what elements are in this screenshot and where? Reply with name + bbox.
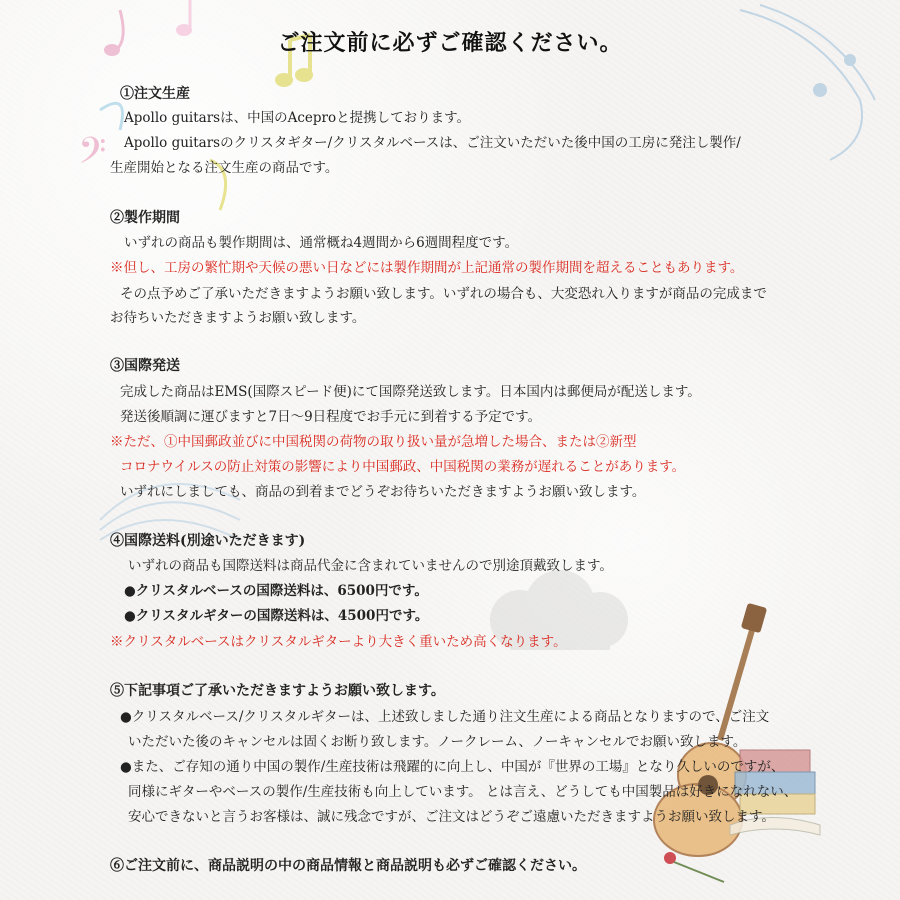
- section-heading-international-postage: ④国際送料(別途いただきます): [110, 533, 306, 549]
- section-1-line-2: Apollo guitarsのクリスタギター/クリスタルベースは、ご注文いただいた後中国の工房に発注し製作/: [124, 135, 741, 151]
- section-heading-made-to-order: ①注文生産: [120, 86, 190, 102]
- section-heading-production-period: ②製作期間: [110, 210, 180, 226]
- section-5-line-2: いただいた後のキャンセルは固くお断り致します。ノークレーム、ノーキャンセルでお願い致します。: [128, 734, 747, 750]
- section-3-line-5: いずれにしましても、商品の到着までどうぞお待ちいただきますようお願い致します。: [120, 484, 646, 500]
- section-2-line-1: いずれの商品も製作期間は、通常概ね4週間から6週間程度です。: [124, 235, 519, 251]
- section-2-warning: ※但し、工房の繁忙期や天候の悪い日などには製作期間が上記通常の製作期間を超えることもあります。: [110, 260, 744, 276]
- page-title: ご注文前に必ずご確認ください。: [277, 30, 623, 56]
- section-4-line-1: いずれの商品も国際送料は商品代金に含まれていませんので別途頂戴致します。: [128, 558, 613, 574]
- guitar-postage-fee: ●クリスタルギターの国際送料は、4500円です。: [124, 608, 429, 624]
- section-3-warning-2: コロナウイルスの防止対策の影響により中国郵政、中国税関の業務が遅れることがあります。: [120, 459, 686, 475]
- section-heading-international-shipping: ③国際発送: [110, 358, 180, 374]
- section-heading-confirm-details: ⑥ご注文前に、商品説明の中の商品情報と商品説明も必ずご確認ください。: [110, 858, 586, 874]
- section-5-line-1: ●クリスタルベース/クリスタルギターは、上述致しました通り注文生産による商品となりますので、ご注文: [120, 709, 770, 725]
- section-2-line-3: その点予めご了承いただきますようお願い致します。いずれの場合も、大変恐れ入りますが商品の完成まで: [120, 286, 767, 302]
- section-2-line-4: お待ちいただきますようお願い致します。: [110, 310, 366, 326]
- section-5-line-5: 安心できないと言うお客様は、誠に残念ですが、ご注文はどうぞご遠慮いただきますようお願い致します。: [128, 809, 775, 825]
- section-1-line-3: 生産開始となる注文生産の商品です。: [110, 160, 339, 176]
- section-3-line-1: 完成した商品はEMS(国際スピード便)にて国際発送致します。日本国内は郵便局が配送します。: [120, 384, 701, 400]
- section-5-line-3: ●また、ご存知の通り中国の製作/生産技術は飛躍的に向上し、中国が『世界の工場』となり久しいのですが、: [120, 759, 785, 775]
- section-4-warning: ※クリスタルベースはクリスタルギターより大きく重いため高くなります。: [110, 634, 567, 650]
- section-5-line-4: 同様にギターやベースの製作/生産技術も向上しています。 とは言え、どうしても中国製品は好きになれない、: [128, 784, 798, 800]
- cloud-illustration: [470, 560, 650, 670]
- bass-postage-fee: ●クリスタルベースの国際送料は、6500円です。: [124, 583, 428, 599]
- svg-text:𝄢: 𝄢: [78, 130, 107, 181]
- section-1-line-1: Apollo guitarsは、中国のAceproと提携しております。: [124, 110, 471, 126]
- section-3-warning-1: ※ただ、①中国郵政並びに中国税関の荷物の取り扱い量が急増した場合、または②新型: [110, 434, 637, 450]
- section-3-line-2: 発送後順調に運びますと7日～9日程度でお手元に到着する予定です。: [120, 409, 542, 425]
- section-heading-acknowledgements: ⑤下記事項ご了承いただきますようお願い致します。: [110, 683, 445, 699]
